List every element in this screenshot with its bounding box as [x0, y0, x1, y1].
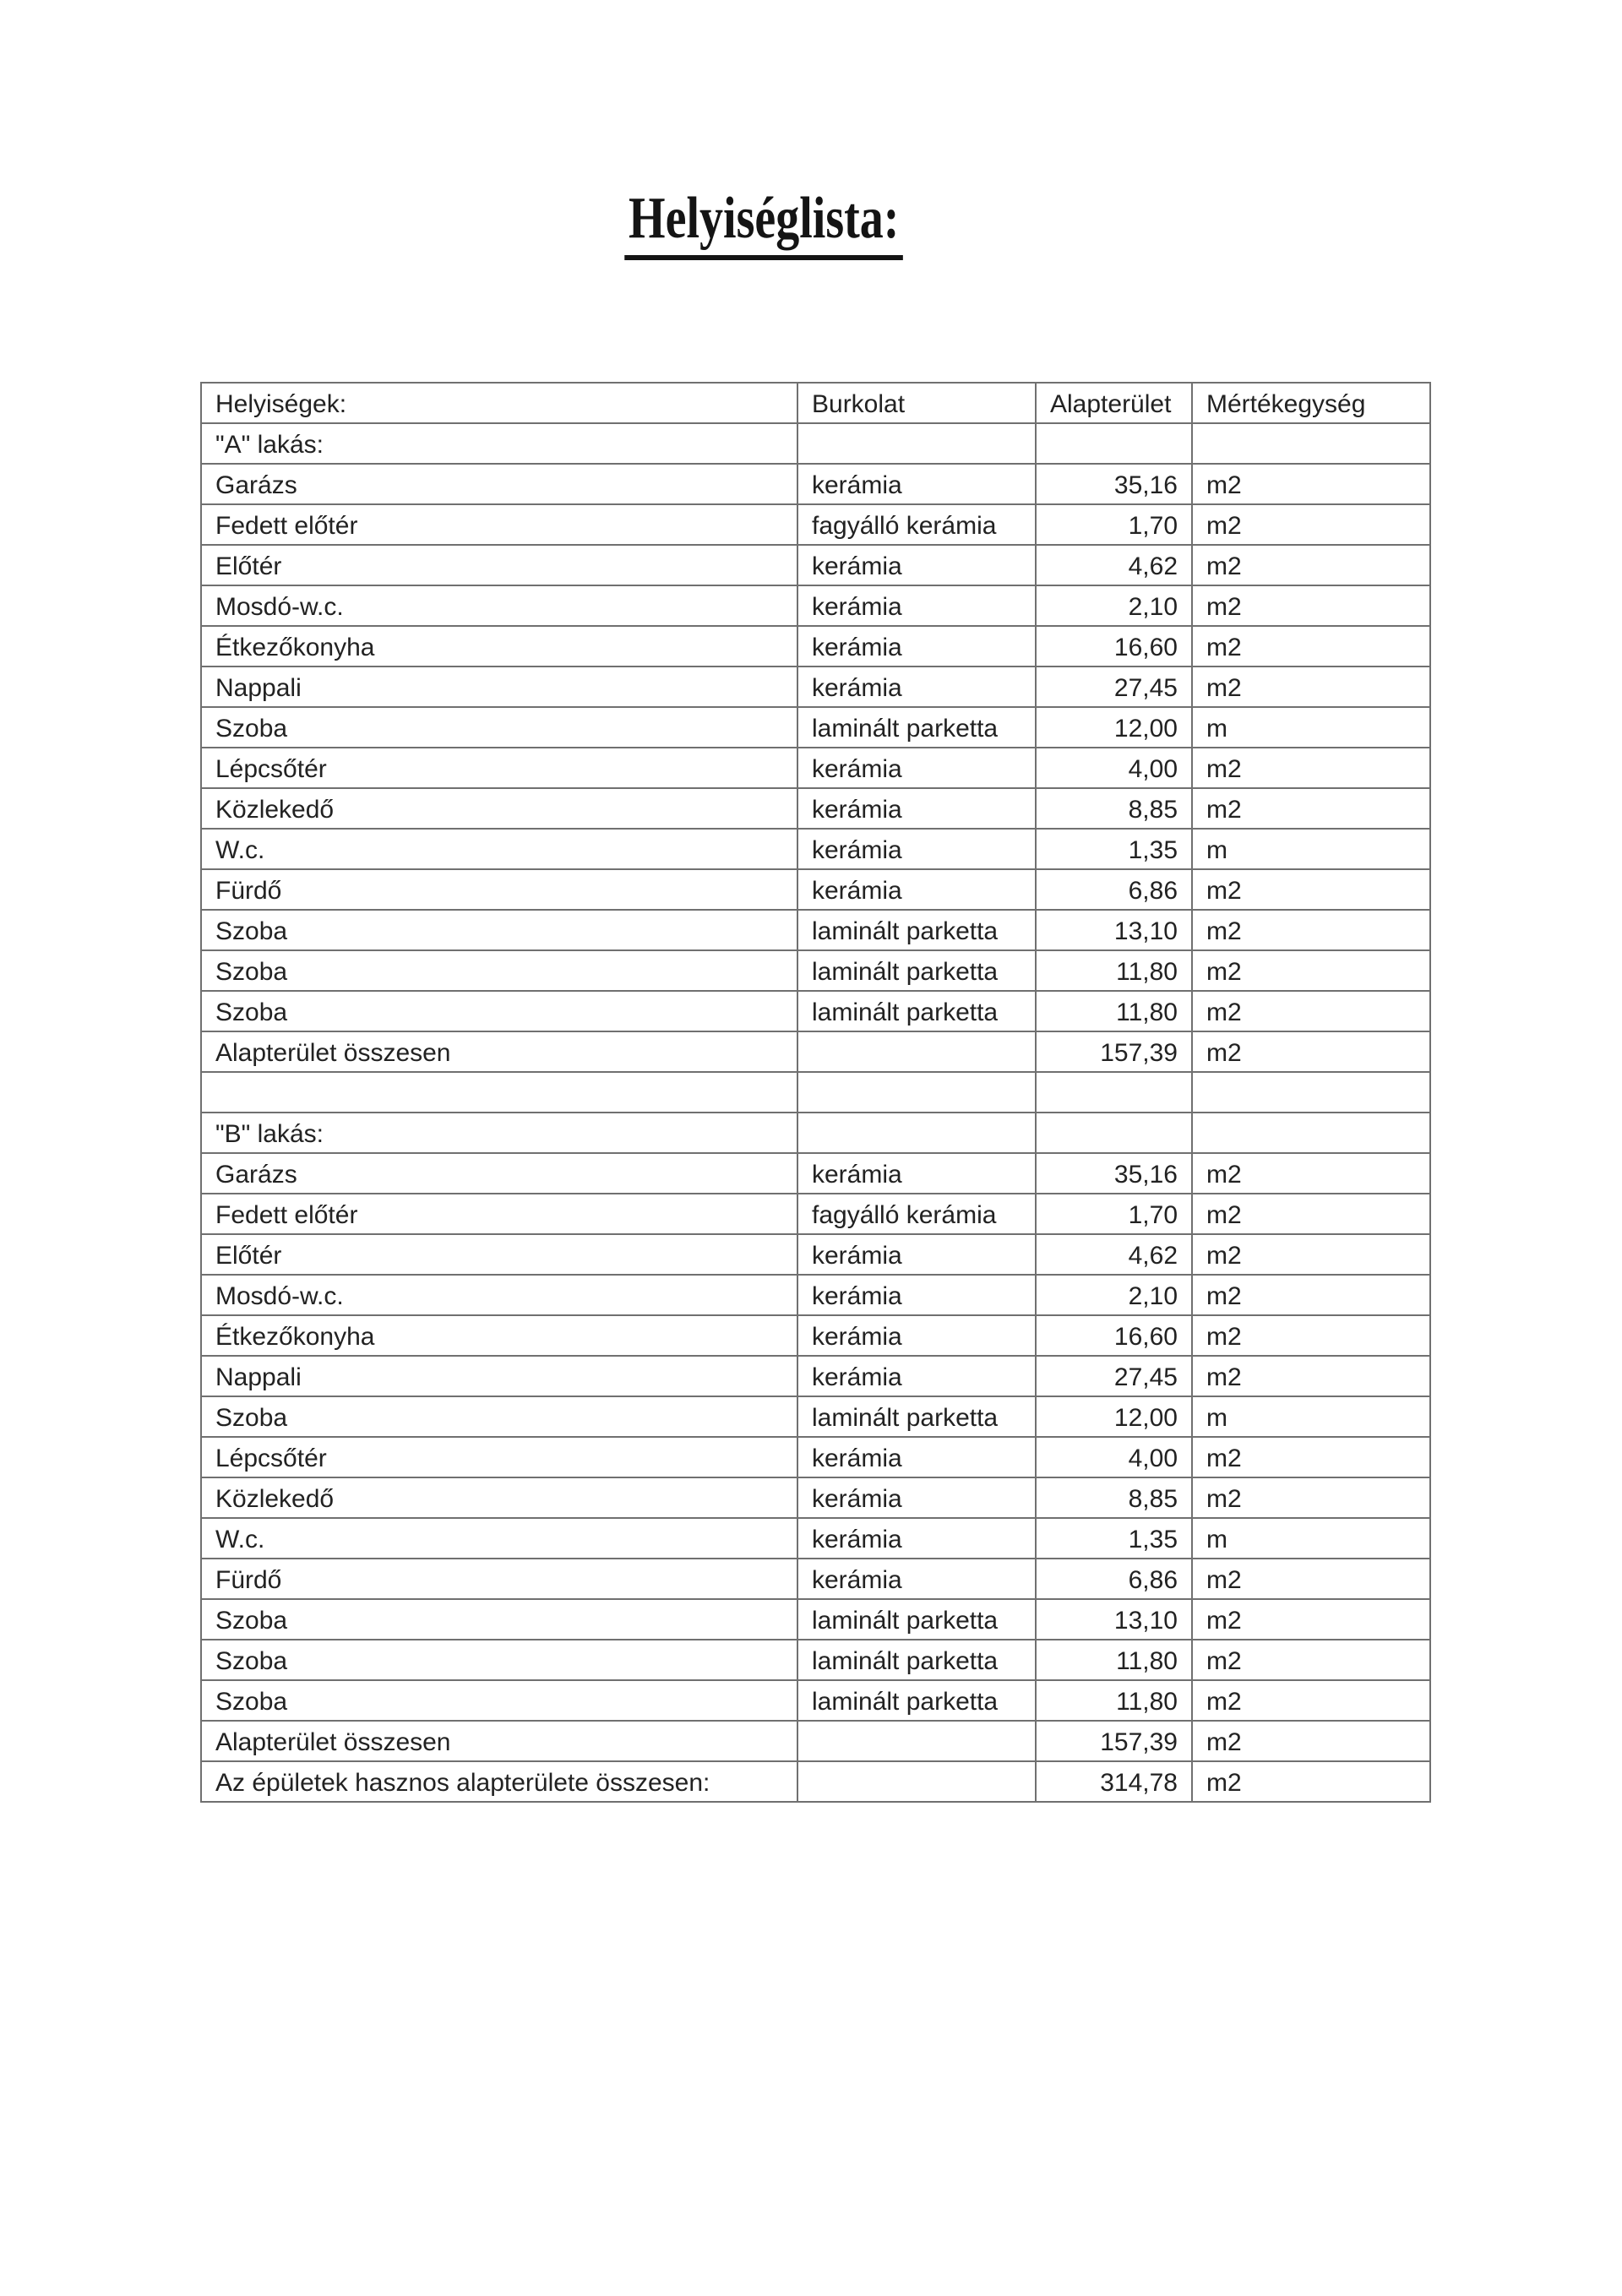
- covering-cell: laminált parketta: [797, 991, 1036, 1031]
- unit-cell: m2: [1192, 464, 1430, 504]
- room-name-cell: W.c.: [201, 829, 797, 869]
- covering-cell: kerámia: [797, 626, 1036, 666]
- table-row: [201, 1031, 1430, 1072]
- table-body: [201, 423, 1430, 1802]
- area-cell: 2,10: [1036, 1275, 1192, 1315]
- table-row: [201, 666, 1430, 707]
- covering-cell: [797, 1721, 1036, 1761]
- area-cell: 27,45: [1036, 666, 1192, 707]
- table-row: [201, 504, 1430, 545]
- area-cell: 4,00: [1036, 748, 1192, 788]
- unit-cell: m2: [1192, 1194, 1430, 1234]
- area-cell: 8,85: [1036, 788, 1192, 829]
- area-cell: 6,86: [1036, 869, 1192, 910]
- covering-cell: [797, 1072, 1036, 1113]
- table-row: [201, 1113, 1430, 1153]
- room-name-cell: Előtér: [201, 1234, 797, 1275]
- unit-cell: m2: [1192, 1031, 1430, 1072]
- table-row: [201, 829, 1430, 869]
- unit-cell: m2: [1192, 1599, 1430, 1640]
- area-cell: [1036, 1113, 1192, 1153]
- unit-cell: m2: [1192, 626, 1430, 666]
- room-name-cell: Étkezőkonyha: [201, 1315, 797, 1356]
- covering-cell: kerámia: [797, 1477, 1036, 1518]
- room-name-cell: Fedett előtér: [201, 504, 797, 545]
- unit-cell: m2: [1192, 1640, 1430, 1680]
- area-cell: 4,62: [1036, 1234, 1192, 1275]
- table-row: [201, 1477, 1430, 1518]
- covering-cell: laminált parketta: [797, 1640, 1036, 1680]
- area-cell: 4,00: [1036, 1437, 1192, 1477]
- room-name-cell: Mosdó-w.c.: [201, 585, 797, 626]
- covering-cell: fagyálló kerámia: [797, 1194, 1036, 1234]
- covering-cell: kerámia: [797, 1356, 1036, 1396]
- covering-cell: kerámia: [797, 666, 1036, 707]
- table-row: [201, 545, 1430, 585]
- covering-cell: fagyálló kerámia: [797, 504, 1036, 545]
- unit-cell: m2: [1192, 666, 1430, 707]
- covering-cell: kerámia: [797, 869, 1036, 910]
- area-cell: 8,85: [1036, 1477, 1192, 1518]
- unit-cell: m: [1192, 707, 1430, 748]
- header-burkolat: Burkolat: [797, 383, 1036, 423]
- unit-cell: m2: [1192, 950, 1430, 991]
- header-helyisegek: Helyiségek:: [201, 383, 797, 423]
- area-cell: 12,00: [1036, 707, 1192, 748]
- room-name-cell: Szoba: [201, 1640, 797, 1680]
- covering-cell: kerámia: [797, 1437, 1036, 1477]
- covering-cell: kerámia: [797, 1518, 1036, 1559]
- table-row: [201, 950, 1430, 991]
- table-row: [201, 626, 1430, 666]
- area-cell: 11,80: [1036, 1680, 1192, 1721]
- page-title-text: Helyiséglista:: [624, 186, 903, 260]
- table-row: [201, 1761, 1430, 1802]
- room-name-cell: "A" lakás:: [201, 423, 797, 464]
- unit-cell: m2: [1192, 1153, 1430, 1194]
- room-name-cell: Szoba: [201, 991, 797, 1031]
- unit-cell: m2: [1192, 1721, 1430, 1761]
- covering-cell: kerámia: [797, 545, 1036, 585]
- table-row: [201, 1518, 1430, 1559]
- room-name-cell: Szoba: [201, 950, 797, 991]
- room-name-cell: Fürdő: [201, 1559, 797, 1599]
- room-name-cell: Szoba: [201, 707, 797, 748]
- area-cell: 12,00: [1036, 1396, 1192, 1437]
- header-mertekegyseg: Mértékegység: [1192, 383, 1430, 423]
- unit-cell: m: [1192, 1518, 1430, 1559]
- room-name-cell: Szoba: [201, 1680, 797, 1721]
- covering-cell: kerámia: [797, 1559, 1036, 1599]
- covering-cell: laminált parketta: [797, 1396, 1036, 1437]
- area-cell: 1,35: [1036, 1518, 1192, 1559]
- area-cell: 13,10: [1036, 1599, 1192, 1640]
- table-row: [201, 423, 1430, 464]
- covering-cell: kerámia: [797, 585, 1036, 626]
- area-cell: 13,10: [1036, 910, 1192, 950]
- unit-cell: m2: [1192, 991, 1430, 1031]
- header-alapterulet: Alapterület: [1036, 383, 1192, 423]
- unit-cell: m: [1192, 829, 1430, 869]
- area-cell: 1,35: [1036, 829, 1192, 869]
- table-row: [201, 1072, 1430, 1113]
- table-row: [201, 1721, 1430, 1761]
- unit-cell: m2: [1192, 788, 1430, 829]
- table-row: [201, 1599, 1430, 1640]
- area-cell: 157,39: [1036, 1721, 1192, 1761]
- room-name-cell: Alapterület összesen: [201, 1721, 797, 1761]
- unit-cell: m2: [1192, 1761, 1430, 1802]
- room-name-cell: Szoba: [201, 910, 797, 950]
- room-list-table: [200, 382, 1431, 1803]
- table-row: [201, 1234, 1430, 1275]
- page-title: [200, 186, 1328, 260]
- unit-cell: m2: [1192, 1437, 1430, 1477]
- table-row: [201, 991, 1430, 1031]
- covering-cell: kerámia: [797, 464, 1036, 504]
- table-row: [201, 1680, 1430, 1721]
- unit-cell: m2: [1192, 869, 1430, 910]
- unit-cell: m2: [1192, 748, 1430, 788]
- room-name-cell: Közlekedő: [201, 1477, 797, 1518]
- room-name-cell: Előtér: [201, 545, 797, 585]
- area-cell: 314,78: [1036, 1761, 1192, 1802]
- area-cell: 16,60: [1036, 626, 1192, 666]
- covering-cell: kerámia: [797, 829, 1036, 869]
- table-row: [201, 464, 1430, 504]
- table-row: [201, 585, 1430, 626]
- area-cell: 27,45: [1036, 1356, 1192, 1396]
- unit-cell: m2: [1192, 910, 1430, 950]
- unit-cell: m2: [1192, 1356, 1430, 1396]
- area-cell: 1,70: [1036, 504, 1192, 545]
- room-name-cell: Lépcsőtér: [201, 1437, 797, 1477]
- header-row: [201, 383, 1430, 423]
- room-name-cell: [201, 1072, 797, 1113]
- covering-cell: [797, 1761, 1036, 1802]
- unit-cell: m2: [1192, 545, 1430, 585]
- room-name-cell: Az épületek hasznos alapterülete összesen:: [201, 1761, 797, 1802]
- area-cell: 16,60: [1036, 1315, 1192, 1356]
- room-name-cell: Fedett előtér: [201, 1194, 797, 1234]
- room-name-cell: Nappali: [201, 1356, 797, 1396]
- area-cell: 11,80: [1036, 950, 1192, 991]
- table-row: [201, 1396, 1430, 1437]
- room-name-cell: Alapterület összesen: [201, 1031, 797, 1072]
- area-cell: 11,80: [1036, 991, 1192, 1031]
- room-name-cell: Nappali: [201, 666, 797, 707]
- covering-cell: kerámia: [797, 1153, 1036, 1194]
- covering-cell: [797, 423, 1036, 464]
- room-name-cell: Étkezőkonyha: [201, 626, 797, 666]
- unit-cell: m2: [1192, 1477, 1430, 1518]
- table-row: [201, 1437, 1430, 1477]
- covering-cell: laminált parketta: [797, 1599, 1036, 1640]
- covering-cell: laminált parketta: [797, 1680, 1036, 1721]
- area-cell: 1,70: [1036, 1194, 1192, 1234]
- covering-cell: laminált parketta: [797, 910, 1036, 950]
- area-cell: [1036, 1072, 1192, 1113]
- unit-cell: [1192, 423, 1430, 464]
- table-row: [201, 869, 1430, 910]
- covering-cell: [797, 1031, 1036, 1072]
- unit-cell: m2: [1192, 1275, 1430, 1315]
- room-name-cell: Fürdő: [201, 869, 797, 910]
- table-row: [201, 1315, 1430, 1356]
- room-name-cell: Garázs: [201, 1153, 797, 1194]
- area-cell: 4,62: [1036, 545, 1192, 585]
- covering-cell: kerámia: [797, 788, 1036, 829]
- area-cell: 35,16: [1036, 464, 1192, 504]
- room-name-cell: W.c.: [201, 1518, 797, 1559]
- room-name-cell: "B" lakás:: [201, 1113, 797, 1153]
- area-cell: 35,16: [1036, 1153, 1192, 1194]
- covering-cell: kerámia: [797, 1275, 1036, 1315]
- table-row: [201, 748, 1430, 788]
- unit-cell: m2: [1192, 1315, 1430, 1356]
- area-cell: 11,80: [1036, 1640, 1192, 1680]
- area-cell: [1036, 423, 1192, 464]
- covering-cell: kerámia: [797, 1234, 1036, 1275]
- room-name-cell: Közlekedő: [201, 788, 797, 829]
- table-row: [201, 1640, 1430, 1680]
- table-row: [201, 1559, 1430, 1599]
- room-name-cell: Szoba: [201, 1599, 797, 1640]
- room-name-cell: Szoba: [201, 1396, 797, 1437]
- unit-cell: m2: [1192, 1680, 1430, 1721]
- table-row: [201, 1194, 1430, 1234]
- covering-cell: [797, 1113, 1036, 1153]
- unit-cell: [1192, 1113, 1430, 1153]
- unit-cell: m: [1192, 1396, 1430, 1437]
- room-name-cell: Lépcsőtér: [201, 748, 797, 788]
- covering-cell: kerámia: [797, 1315, 1036, 1356]
- unit-cell: m2: [1192, 1234, 1430, 1275]
- area-cell: 157,39: [1036, 1031, 1192, 1072]
- area-cell: 2,10: [1036, 585, 1192, 626]
- table-row: [201, 1356, 1430, 1396]
- covering-cell: laminált parketta: [797, 707, 1036, 748]
- covering-cell: laminált parketta: [797, 950, 1036, 991]
- room-name-cell: Mosdó-w.c.: [201, 1275, 797, 1315]
- unit-cell: m2: [1192, 1559, 1430, 1599]
- table-row: [201, 788, 1430, 829]
- table-row: [201, 910, 1430, 950]
- unit-cell: [1192, 1072, 1430, 1113]
- table-row: [201, 1153, 1430, 1194]
- unit-cell: m2: [1192, 504, 1430, 545]
- table-row: [201, 707, 1430, 748]
- room-name-cell: Garázs: [201, 464, 797, 504]
- covering-cell: kerámia: [797, 748, 1036, 788]
- unit-cell: m2: [1192, 585, 1430, 626]
- table-row: [201, 1275, 1430, 1315]
- area-cell: 6,86: [1036, 1559, 1192, 1599]
